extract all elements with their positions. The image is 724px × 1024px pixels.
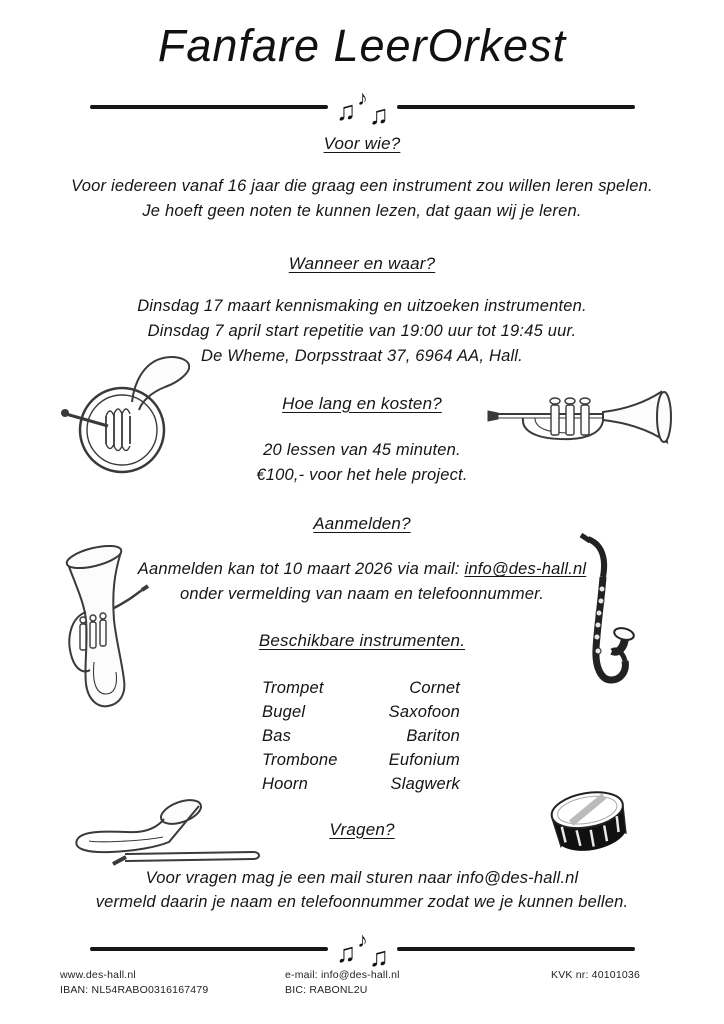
instrument-item: Slagwerk (390, 775, 460, 793)
aanmelden-text-prefix: Aanmelden kan tot 10 maart 2026 via mail: (137, 560, 465, 578)
signup-email-link[interactable]: info@des-hall.nl (464, 560, 587, 578)
footer-bic: BIC: RABONL2U (285, 984, 368, 996)
footer-email: e-mail: info@des-hall.nl (285, 969, 400, 981)
instrument-item: Bas (262, 727, 292, 745)
beamed-notes-icon: ♫ (336, 937, 357, 968)
section-heading-wanneer: Wanneer en waar? (288, 254, 436, 273)
euphonium-illustration (56, 544, 152, 714)
trombone-illustration (63, 797, 267, 867)
voor-wie-text-line1: Voor iedereen vanaf 16 jaar die graag een instrument zou willen leren spelen. (71, 177, 653, 195)
vragen-text-line2: vermeld daarin je naam en telefoonnummer zodat we je kunnen bellen. (95, 893, 629, 911)
divider-rule (397, 947, 635, 951)
page-title: Fanfare LeerOrkest (157, 20, 567, 71)
vragen-text-line1: Voor vragen mag je een mail sturen naar info@des-hall.nl (145, 869, 579, 887)
instrument-item: Eufonium (388, 751, 460, 769)
voor-wie-text-line2: Je hoeft geen noten te kunnen lezen, dat gaan wij je leren. (142, 202, 582, 220)
footer-center (285, 968, 400, 998)
instrument-column-left (262, 676, 338, 796)
instrument-item: Saxofoon (388, 703, 460, 721)
footer-left (60, 968, 208, 998)
trumpet-illustration (485, 388, 675, 446)
wanneer-text-line1: Dinsdag 17 maart kennismaking en uitzoeken instrumenten. (137, 297, 587, 315)
instrument-item: Bariton (406, 727, 460, 745)
section-heading-aanmelden: Aanmelden? (313, 514, 411, 533)
instrument-item: Trombone (262, 751, 338, 769)
wanneer-text-line3: De Wheme, Dorpsstraat 37, 6964 AA, Hall. (201, 347, 523, 365)
divider-rule (90, 105, 328, 109)
footer-kvk: KVK nr: 40101036 (550, 969, 640, 981)
instrument-item: Cornet (409, 679, 460, 697)
snare-drum-illustration (544, 772, 634, 868)
eighth-note-icon: ♪ (357, 928, 368, 952)
music-notes-icon (336, 86, 389, 130)
wanneer-text-line2: Dinsdag 7 april start repetitie van 19:00 uur tot 19:45 uur. (147, 322, 577, 340)
divider-rule (397, 105, 635, 109)
section-heading-kosten: Hoe lang en kosten? (282, 394, 442, 413)
footer-iban: IBAN: NL54RABO0316167479 (60, 984, 209, 996)
section-heading-voor-wie: Voor wie? (323, 134, 401, 153)
instrument-item: Bugel (262, 703, 306, 721)
eighth-note-icon: ♪ (357, 86, 368, 110)
instrument-item: Hoorn (262, 775, 308, 793)
footer-website: www.des-hall.nl (60, 969, 136, 981)
divider-rule (90, 947, 328, 951)
bottom-divider (90, 928, 635, 970)
instrument-item: Trompet (262, 679, 324, 697)
saxophone-illustration (563, 533, 635, 693)
section-heading-instrumenten: Beschikbare instrumenten. (258, 631, 466, 650)
kosten-text-line1: 20 lessen van 45 minuten. (263, 441, 461, 459)
beamed-notes-icon: ♫ (336, 95, 357, 126)
footer-right (551, 968, 640, 983)
instrument-column-right (389, 676, 460, 796)
instrument-list (262, 676, 460, 796)
beamed-notes-icon: ♫ (368, 99, 389, 130)
top-divider (90, 86, 635, 128)
french-horn-illustration (58, 354, 190, 478)
section-heading-vragen: Vragen? (329, 820, 395, 839)
aanmelden-text-line2: onder vermelding van naam en telefoonnummer. (179, 585, 545, 603)
beamed-notes-icon: ♫ (368, 941, 389, 972)
music-notes-icon (336, 928, 389, 972)
kosten-text-line2: €100,- voor het hele project. (256, 466, 468, 484)
